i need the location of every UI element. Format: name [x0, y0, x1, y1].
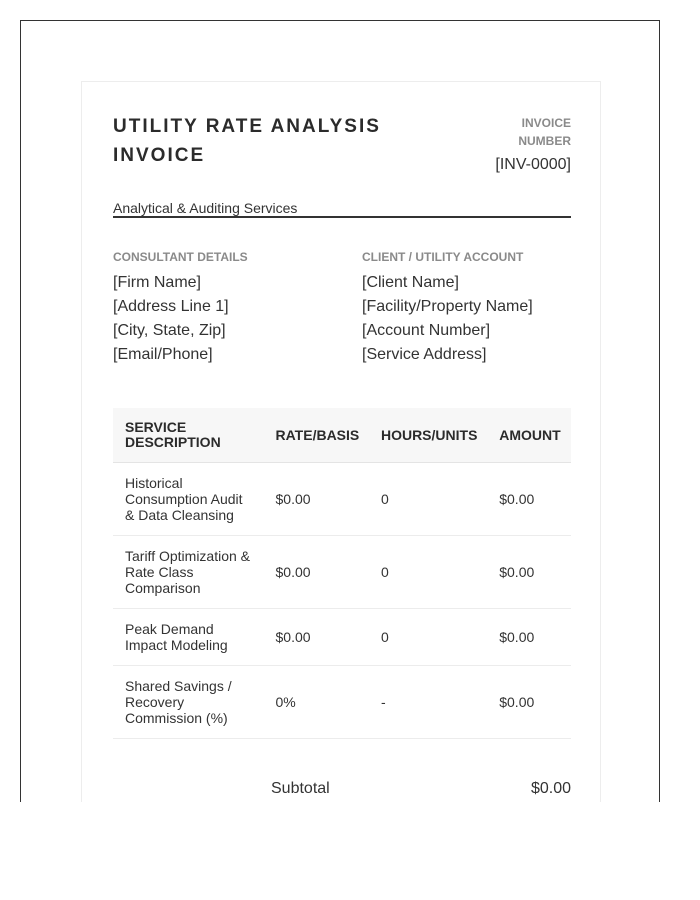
- invoice-number-label: INVOICE NUMBER: [518, 116, 571, 148]
- row-amount: $0.00: [487, 536, 571, 609]
- row-amount: $0.00: [487, 463, 571, 536]
- row-units: 0: [369, 536, 487, 609]
- consultant-city-state-zip: [City, State, Zip]: [113, 322, 226, 339]
- invoice-subtitle: Analytical & Auditing Services: [113, 200, 298, 216]
- consultant-address-line: [Address Line 1]: [113, 298, 229, 315]
- invoice-number-value: [INV-0000]: [495, 156, 571, 173]
- document-page: [20, 20, 660, 802]
- consultant-firm-name: [Firm Name]: [113, 274, 201, 291]
- row-description: Historical Consumption Audit & Data Cleansing: [113, 463, 264, 536]
- row-rate: 0%: [264, 666, 369, 739]
- client-details: [362, 250, 582, 367]
- invoice-card: [81, 81, 601, 802]
- parties-section: [113, 250, 571, 370]
- client-service-address: [Service Address]: [362, 346, 487, 363]
- subtotal-row: [113, 780, 571, 802]
- row-units: -: [369, 666, 487, 739]
- row-description: Peak Demand Impact Modeling: [113, 609, 264, 666]
- row-units: 0: [369, 609, 487, 666]
- column-header-units: HOURS/UNITS: [369, 408, 487, 463]
- client-account-number: [Account Number]: [362, 322, 491, 339]
- row-units: 0: [369, 463, 487, 536]
- row-rate: $0.00: [264, 536, 369, 609]
- consultant-heading: CONSULTANT DETAILS: [113, 250, 248, 264]
- subtotal-value: $0.00: [530, 780, 571, 797]
- row-rate: $0.00: [264, 609, 369, 666]
- table-row: [113, 609, 571, 666]
- row-description: Tariff Optimization & Rate Class Comparison: [113, 536, 264, 609]
- subtotal-label: Subtotal: [271, 780, 330, 797]
- client-facility-name: [Facility/Property Name]: [362, 298, 533, 315]
- row-description: Shared Savings / Recovery Commission (%): [113, 666, 264, 739]
- client-name: [Client Name]: [362, 274, 459, 291]
- line-items-table: [113, 408, 571, 739]
- row-amount: $0.00: [487, 609, 571, 666]
- invoice-title: UTILITY RATE ANALYSIS INVOICE: [113, 116, 381, 166]
- table-row: [113, 536, 571, 609]
- consultant-email-phone: [Email/Phone]: [113, 346, 213, 363]
- table-row: [113, 463, 571, 536]
- table-row: [113, 666, 571, 739]
- consultant-details: [113, 250, 333, 367]
- column-header-amount: AMOUNT: [487, 408, 571, 463]
- row-rate: $0.00: [264, 463, 369, 536]
- row-amount: $0.00: [487, 666, 571, 739]
- table-header-row: [113, 408, 571, 463]
- column-header-rate: RATE/BASIS: [264, 408, 369, 463]
- client-heading: CLIENT / UTILITY ACCOUNT: [362, 250, 524, 264]
- invoice-header: [113, 112, 571, 218]
- column-header-description: SERVICE DESCRIPTION: [113, 408, 264, 463]
